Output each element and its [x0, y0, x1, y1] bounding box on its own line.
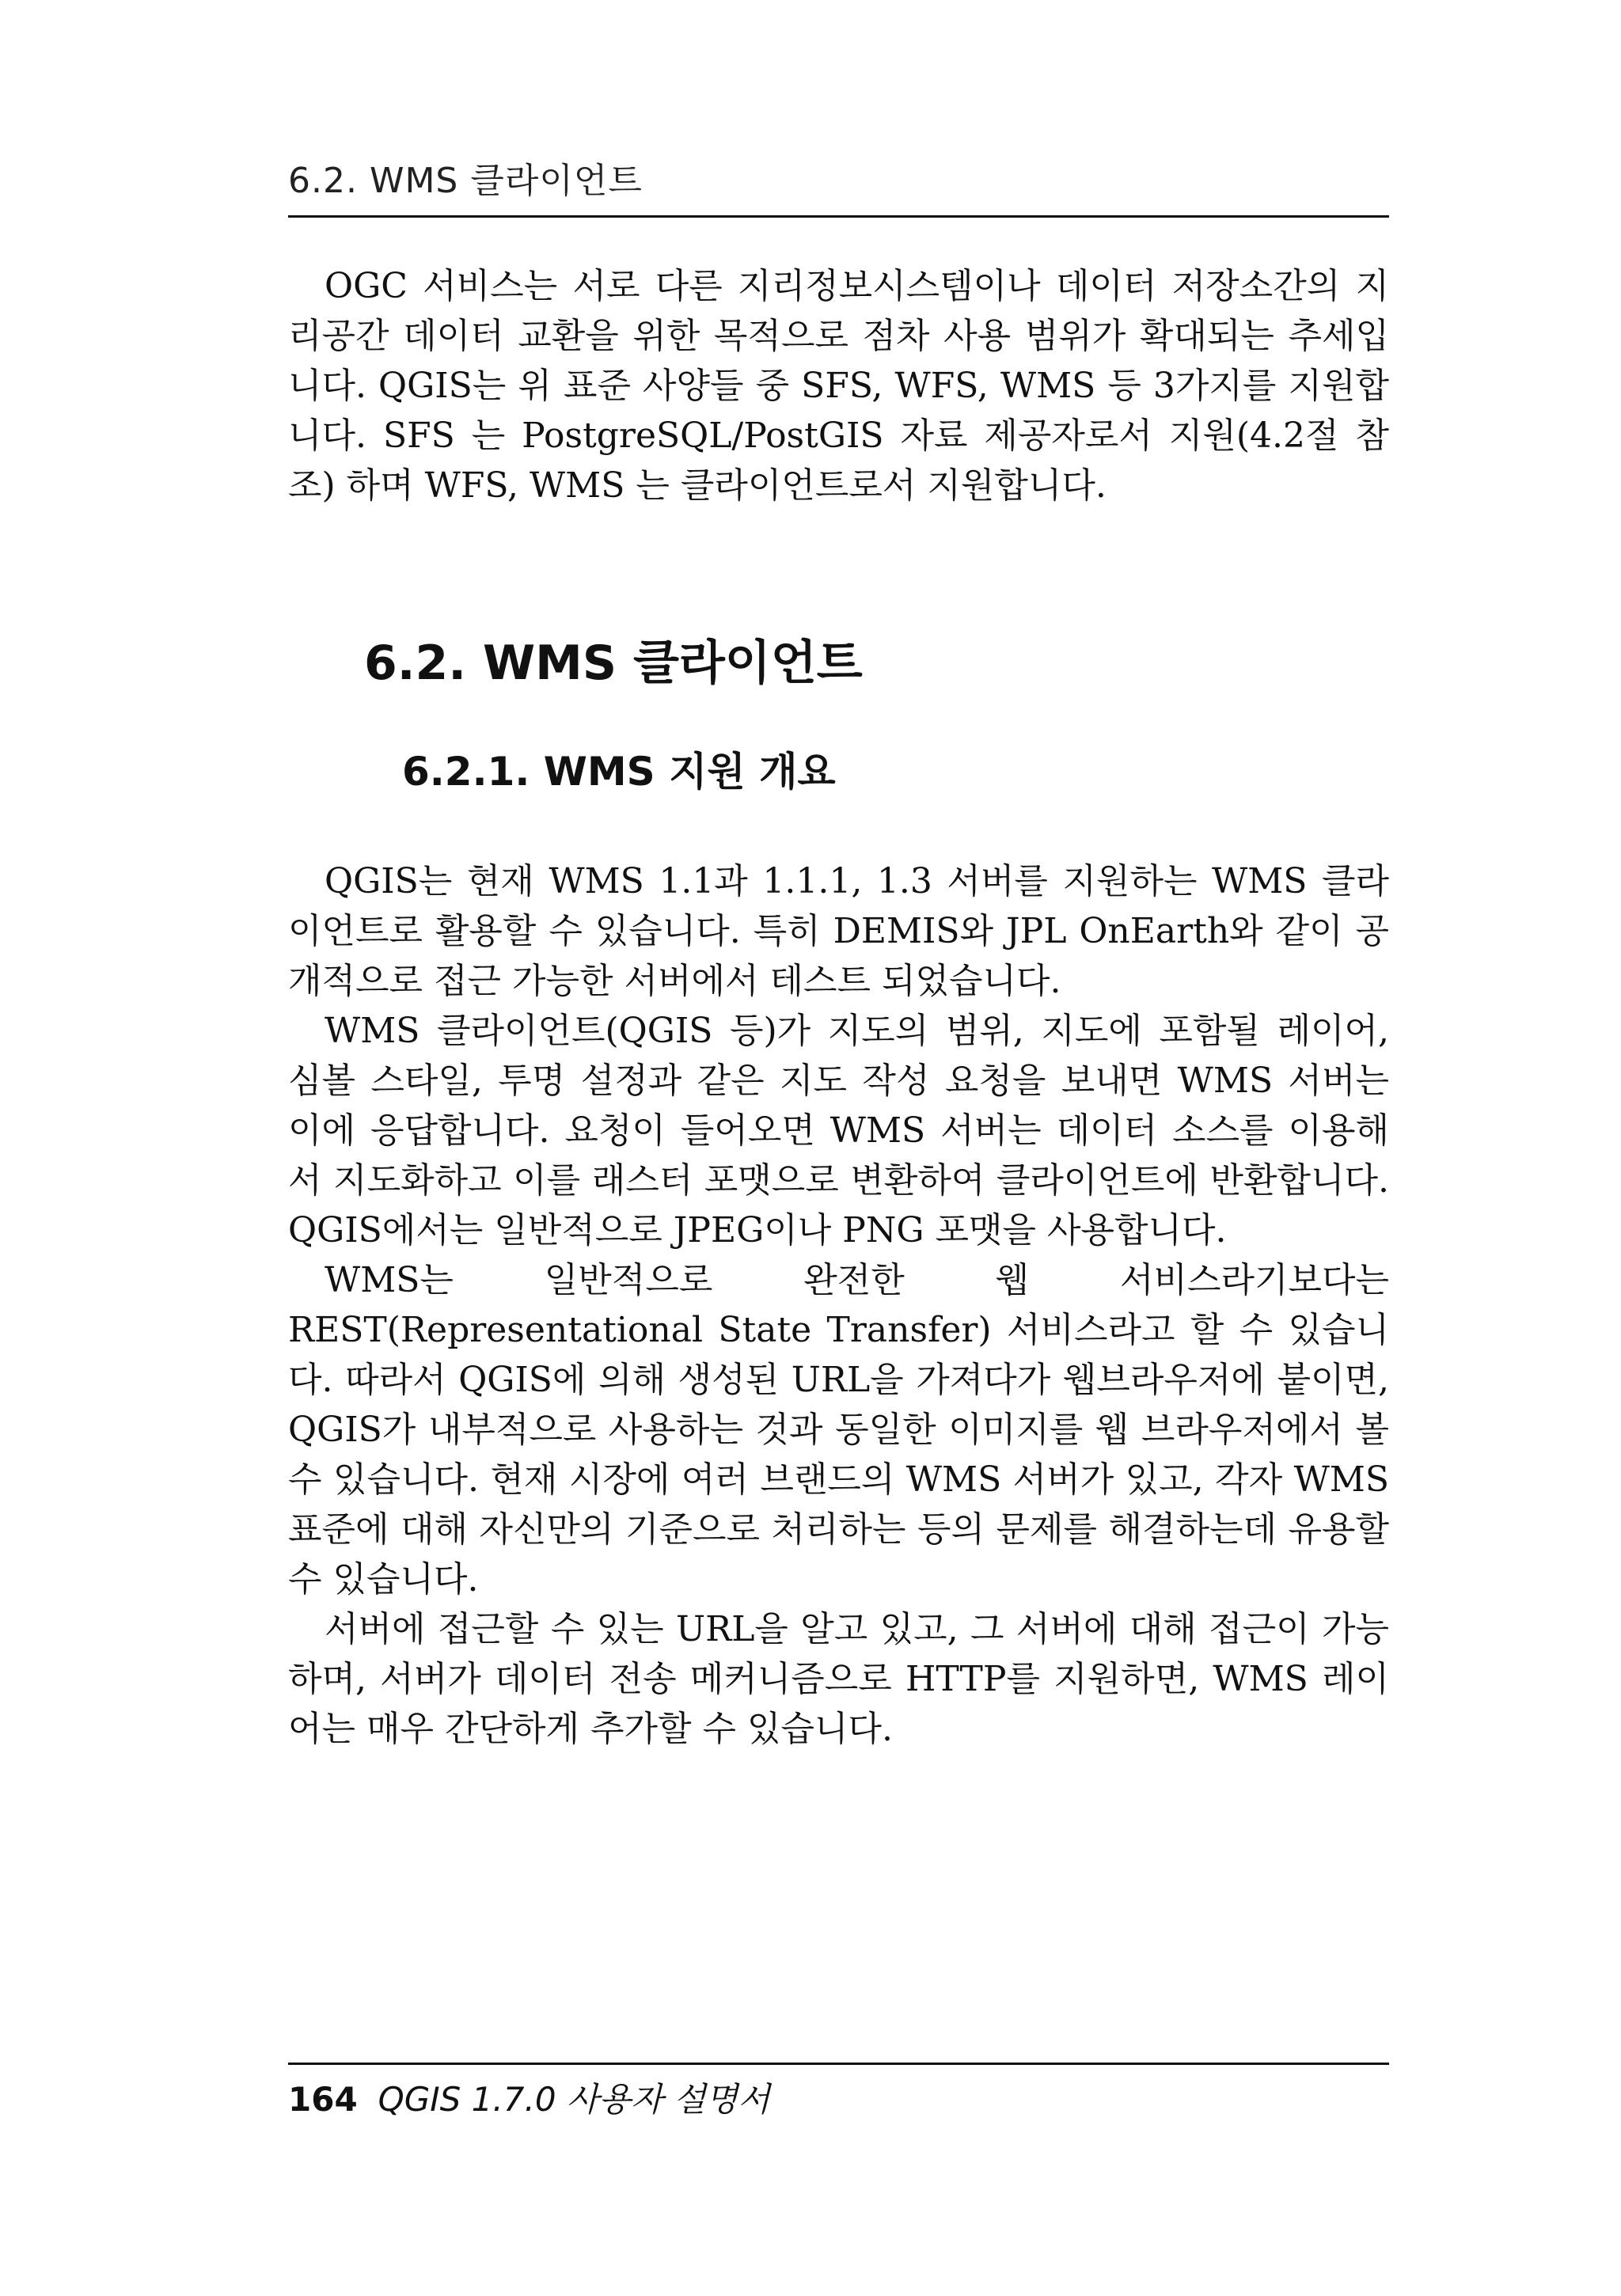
section-body [288, 856, 1389, 1754]
body-paragraph: QGIS는 현재 WMS 1.1과 1.1.1, 1.3 서버를 지원하는 WMS 클라이언트로 활용할 수 있습니다. 특히 DEMIS와 JPL OnEarth와 같이 공개적으로 접근 가능한 서버에서 테스트 되었습니다. [288, 861, 1389, 1001]
body-paragraph: WMS 클라이언트(QGIS 등)가 지도의 범위, 지도에 포함될 레이어, 심볼 스타일, 투명 설정과 같은 지도 작성 요청을 보내면 WMS 서버는 이에 응답합니다. 요청이 들어오면 WMS 서버는 데이터 소스를 이용해서 지도화하고 이를 래스터 포맷으로 변환하여 클라이언트에 반환합니다. QGIS에서는 일반적으로 JPEG이나 PNG 포맷을 사용합니다. [288, 1011, 1389, 1250]
page-footer [288, 2074, 770, 2121]
document-title: QGIS 1.7.0 사용자 설명서 [378, 2080, 770, 2119]
header-rule [288, 215, 1389, 218]
subsection-heading: 6.2.1. WMS 지원 개요 [402, 749, 836, 795]
intro-paragraph: OGC 서비스는 서로 다른 지리정보시스템이나 데이터 저장소간의 지리공간 데이터 교환을 위한 목적으로 점차 사용 범위가 확대되는 추세입니다. QGIS는 위 표준 사양들 중 SFS, WFS, WMS 등 3가지를 지원합니다. SFS 는 PostgreSQL/PostGIS 자료 제공자로서 지원(4.2절 참조) 하며 WFS, WMS 는 클라이언트로서 지원합니다. [288, 266, 1389, 506]
body-paragraph: WMS는 일반적으로 완전한 웹 서비스라기보다는 REST(Representational State Transfer) 서비스라고 할 수 있습니다. 따라서 QGIS에 의해 생성된 URL을 가져다가 웹브라우저에 붙이면, QGIS가 내부적으로 사용하는 것과 동일한 이미지를 웹 브라우저에서 볼 수 있습니다. 현재 시장에 여러 브랜드의 WMS 서버가 있고, 각자 WMS 표준에 대해 자신만의 기준으로 처리하는 등의 문제를 해결하는데 유용할 수 있습니다. [288, 1260, 1389, 1600]
running-header: 6.2. WMS 클라이언트 [288, 161, 643, 201]
intro-block [288, 261, 1389, 510]
body-paragraph: 서버에 접근할 수 있는 URL을 알고 있고, 그 서버에 대해 접근이 가능하며, 서버가 데이터 전송 메커니즘으로 HTTP를 지원하면, WMS 레이어는 매우 간단하게 추가할 수 있습니다. [288, 1609, 1389, 1749]
footer-rule [288, 2063, 1389, 2065]
page-number: 164 [288, 2080, 358, 2119]
section-heading: 6.2. WMS 클라이언트 [364, 636, 863, 691]
